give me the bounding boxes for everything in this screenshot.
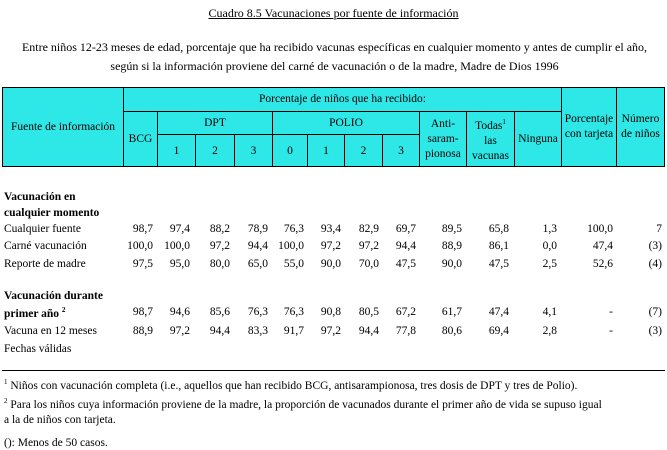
section-title: primer año $^2$ — [4, 306, 66, 320]
section-title: cualquier momento — [4, 207, 100, 219]
footnote-2: $^2$ Para los niños cuya información proviene de la madre, la proporción de vacunados durante el primer año de vida se supuso igual — [4, 397, 602, 411]
table-cell: 47,5 — [395, 258, 416, 270]
table-cell: 76,3 — [283, 306, 304, 318]
header-antisarampionosa: Anti-saram-pionosa — [425, 118, 461, 160]
table-cell: 83,3 — [247, 325, 268, 337]
table-cell: 47,4 — [488, 306, 509, 318]
table-subtitle: Entre niños 12-23 meses de edad, porcentaje que ha recibido vacunas específicas en cualquier momento y antes de cumplir el año, según si la información proviene del carné de vacunación o de la madre, Madre de Dios 1996 — [21, 40, 648, 73]
table-cell: 77,8 — [395, 325, 416, 337]
row-label: Vacuna en 12 meses — [4, 325, 97, 337]
section-title: Vacunación en — [4, 191, 76, 203]
header-polio-1: 1 — [323, 144, 329, 157]
header-ninguna: Ninguna — [518, 133, 558, 145]
table-cell: - — [609, 306, 613, 318]
table-cell: (7) — [648, 306, 662, 318]
header-fuente: Fuente de información — [10, 120, 116, 133]
table-cell: 94,4 — [247, 240, 268, 252]
table-cell: 82,9 — [358, 223, 379, 235]
row-label: Cualquier fuente — [4, 223, 81, 235]
table-cell: 98,7 — [132, 306, 153, 318]
table-cell: 80,0 — [209, 258, 230, 270]
table-cell: 76,3 — [283, 223, 304, 235]
table-cell: 97,5 — [132, 258, 153, 270]
table-cell: 90,0 — [441, 258, 462, 270]
table-cell: 100,0 — [587, 223, 613, 235]
table-cell: 100,0 — [127, 240, 153, 252]
header-polio: POLIO — [329, 116, 363, 129]
table-cell: 76,3 — [247, 306, 268, 318]
table-cell: 85,6 — [209, 306, 230, 318]
table-cell: 94,4 — [358, 325, 379, 337]
table-cell: (3) — [648, 240, 662, 252]
table-cell: 94,4 — [395, 240, 416, 252]
table-cell: 65,0 — [247, 258, 268, 270]
table-cell: (3) — [648, 325, 662, 337]
table-caption: Cuadro 8.5 Vacunaciones por fuente de información — [208, 6, 459, 20]
table-cell: 93,4 — [320, 223, 341, 235]
table-cell: 97,2 — [169, 325, 190, 337]
table-cell: 100,0 — [164, 240, 190, 252]
table-cell: 97,2 — [320, 325, 341, 337]
table-cell: 95,0 — [169, 258, 190, 270]
row-label: Reporte de madre — [4, 258, 86, 270]
table-cell: 97,2 — [209, 240, 230, 252]
table-cell: 52,6 — [592, 258, 613, 270]
table-cell: 97,2 — [358, 240, 379, 252]
table-cell: - — [609, 325, 613, 337]
header-bcg: BCG — [128, 133, 153, 145]
table-cell: 55,0 — [283, 258, 304, 270]
table-cell: 78,9 — [247, 223, 268, 235]
header-porcentaje: Porcentaje de niños que ha recibido: — [258, 93, 426, 105]
header-todas: Todas$^1$ las vacunas — [471, 118, 510, 162]
table-cell: (4) — [648, 258, 662, 270]
table-cell: 89,5 — [441, 223, 462, 235]
table-cell: 69,7 — [395, 223, 416, 235]
table-cell: 69,4 — [488, 325, 509, 337]
header-porcentaje-tarjeta: Porcentaje con tarjeta — [564, 113, 614, 140]
row-label: Fechas válidas — [4, 343, 72, 355]
footnote-2-cont: a la de niños con tarjeta. — [4, 414, 116, 426]
table-cell: 88,9 — [441, 240, 462, 252]
table-cell: 100,0 — [278, 240, 304, 252]
table-cell: 61,7 — [441, 306, 462, 318]
table-cell: 97,4 — [169, 223, 190, 235]
section-title: Vacunación durante — [4, 290, 103, 302]
table-cell: 91,7 — [283, 325, 304, 337]
table-cell: 47,4 — [592, 240, 613, 252]
table-cell: 2,8 — [542, 325, 557, 337]
header-dpt-3: 3 — [250, 144, 257, 157]
header-polio-0: 0 — [287, 144, 293, 157]
table-cell: 88,2 — [209, 223, 230, 235]
table-cell: 1,3 — [542, 223, 557, 235]
table-cell: 65,8 — [488, 223, 509, 235]
header-dpt-1: 1 — [173, 144, 180, 157]
header-dpt: DPT — [204, 116, 226, 129]
table-cell: 98,7 — [132, 223, 153, 235]
table-cell: 86,1 — [488, 240, 509, 252]
footnote-1: $^1$ Niños con vacunación completa (i.e., aquellos que han recibido BCG, antisarampionosa, tres dosis de DPT y tres de Polio). — [4, 378, 578, 392]
table-cell: 88,9 — [132, 325, 153, 337]
table-cell: 0,0 — [542, 240, 557, 252]
table-cell: 94,4 — [209, 325, 230, 337]
header-polio-3: 3 — [398, 144, 404, 157]
header-polio-2: 2 — [360, 144, 367, 157]
table-cell: 94,6 — [169, 306, 190, 318]
table-cell: 90,8 — [320, 306, 341, 318]
footnote-3: (): Menos de 50 casos. — [4, 437, 108, 449]
table-cell: 70,0 — [358, 258, 379, 270]
table-cell: 47,5 — [488, 258, 509, 270]
table-cell: 67,2 — [395, 306, 416, 318]
header-dpt-2: 2 — [212, 144, 218, 157]
table-cell: 80,6 — [441, 325, 462, 337]
row-label: Carné vacunación — [4, 240, 87, 252]
table-cell: 80,5 — [358, 306, 379, 318]
header-numero-ninos: Número de niños — [621, 113, 660, 140]
table-cell: 90,0 — [320, 258, 341, 270]
table-cell: 4,1 — [542, 306, 557, 318]
table-cell: 97,2 — [320, 240, 341, 252]
table-cell: 2,5 — [542, 258, 557, 270]
table-cell: 7 — [656, 223, 662, 235]
